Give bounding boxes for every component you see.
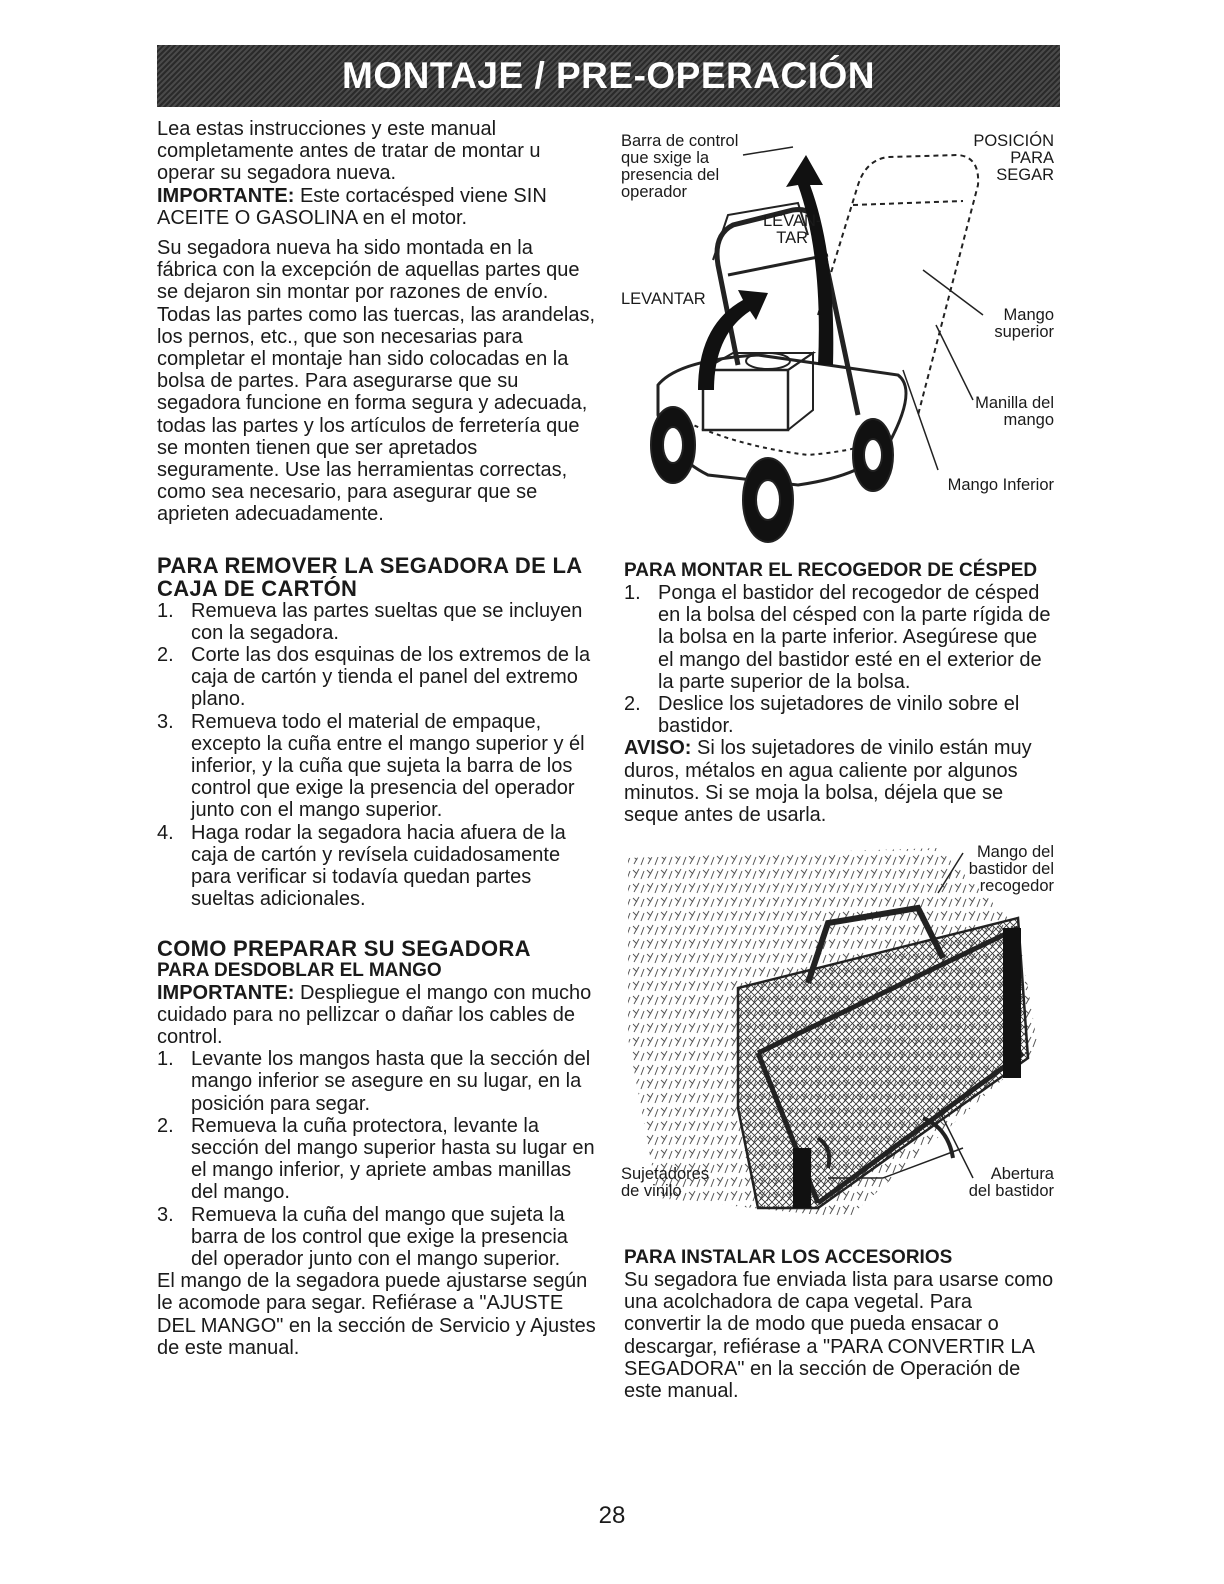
catcher-heading: PARA MONTAR EL RECOGEDOR DE CÉSPED bbox=[624, 560, 1038, 581]
list-item: 2. Corte las dos esquinas de los extremos de la caja de cartón y tienda el panel del extremo plano. bbox=[157, 644, 591, 711]
mower-illustration bbox=[618, 115, 1058, 550]
list-item: 2. Remueva la cuña protectora, levante la sección del mango superior hasta su lugar en el mango inferior, y apriete ambas manillas del mango. bbox=[157, 1114, 595, 1204]
unfold-handle-subheading: PARA DESDOBLAR EL MANGO bbox=[157, 959, 442, 981]
accessories-heading: PARA INSTALAR LOS ACCESORIOS bbox=[624, 1247, 953, 1268]
right-column bbox=[624, 560, 1054, 826]
lift-label-left: LEVANTAR bbox=[621, 290, 706, 308]
frame-handle-label: Mango del bastidor del recogedor bbox=[968, 843, 1054, 895]
important-label: IMPORTANTE: bbox=[157, 981, 295, 1004]
notice-text: Si los sujetadores de vinilo están muy duros, métalos en agua caliente por algunos minutos. Si se moja la bolsa, déjela que se seque antes de usarla. bbox=[624, 737, 1032, 827]
step-text: Remueva la cuña del mango que sujeta la barra de los control que exige la presencia del operador junto con el mango superior. bbox=[191, 1203, 568, 1270]
list-item: 2. Deslice los sujetadores de vinilo sobre el bastidor. bbox=[624, 693, 1020, 738]
vinyl-clips-label: Sujetadores de vinilo bbox=[621, 1165, 710, 1200]
step-text: Levante los mangos hasta que la sección del mango inferior se asegure en su lugar, en la posición para segar. bbox=[191, 1048, 591, 1115]
handle-knob-label: Manilla del mango bbox=[975, 394, 1054, 429]
upper-handle-label: Mango superior bbox=[994, 306, 1054, 341]
list-item: 1. Ponga el bastidor del recogedor de césped en la bolsa del césped con la parte rígida de la bolsa en la parte inferior. Asegúrese que el mango del bastidor esté en el exterior de la parte superior de la bolsa. bbox=[624, 582, 1051, 693]
step-text: Ponga el bastidor del recogedor de césped en la bolsa del césped con la parte rígida de la bolsa en la parte inferior. Asegúrese que el mango del bastidor esté en el exterior de la parte superior de la bolsa. bbox=[658, 582, 1051, 693]
remove-steps bbox=[157, 600, 597, 911]
catcher-steps bbox=[624, 582, 1054, 737]
section-banner bbox=[157, 45, 1060, 107]
list-item: 1. Remueva las partes sueltas que se incluyen con la segadora. bbox=[157, 599, 583, 644]
notice-label: AVISO: bbox=[624, 737, 692, 760]
page-title: MONTAJE / PRE-OPERACIÓN bbox=[342, 55, 875, 96]
step-text: Remueva todo el material de empaque, excepto la cuña entre el mango superior y él inferior, y la cuña que sujeta la barra de los control que exige la presencia del operador junto con el mango superior. bbox=[191, 710, 585, 822]
lift-label-top: LEVAN- TAR bbox=[763, 212, 822, 247]
operator-bar-label: Barra de control que sxige la presencia del operador bbox=[621, 132, 739, 201]
mowing-position-label: POSICIÓN PARA SEGAR bbox=[973, 132, 1054, 184]
step-text: Haga rodar la segadora hacia afuera de la caja de cartón y revísela cuidadosamente para verificar si todavía quedan partes sueltas adicionales. bbox=[191, 821, 566, 911]
prepare-heading: COMO PREPARAR SU SEGADORA bbox=[157, 935, 531, 961]
lower-handle-label: Mango Inferior bbox=[947, 476, 1054, 494]
accessories-paragraph: Su segadora fue enviada lista para usarse como una acolchadora de capa vegetal. Para convertir la de modo que pueda ensacar o descargar, refiérase a "PARA CONVERTIR LA SEGADORA" en la sección de Operación de este manual. bbox=[624, 1269, 1054, 1403]
grass-catcher-illustration bbox=[618, 838, 1058, 1238]
handle-important-note bbox=[157, 982, 597, 1049]
important-note bbox=[157, 185, 597, 229]
important-text: Despliegue el mango con mucho cuidado para no pellizcar o dañar los cables de control. bbox=[157, 981, 592, 1048]
important-text: Este cortacésped viene SIN ACEITE O GASOLINA en el motor. bbox=[157, 184, 547, 229]
list-item: 1. Levante los mangos hasta que la sección del mango inferior se asegure en su lugar, en la posición para segar. bbox=[157, 1048, 591, 1115]
important-label: IMPORTANTE: bbox=[157, 184, 295, 207]
step-text: Deslice los sujetadores de vinilo sobre el bastidor. bbox=[658, 693, 1020, 738]
list-item: 3. Remueva todo el material de empaque, excepto la cuña entre el mango superior y él inferior, y la cuña que sujeta la barra de los control que exige la presencia del operador junto con el mango superior. bbox=[157, 710, 585, 822]
handle-adjust-paragraph: El mango de la segadora puede ajustarse según le acomode para segar. Refiérase a "AJUSTE DEL MANGO" en la sección de Servicio y Ajustes de este manual. bbox=[157, 1270, 596, 1359]
list-item: 4. Haga rodar la segadora hacia afuera de la caja de cartón y revísela cuidadosamente para verificar si todavía quedan partes sueltas adicionales. bbox=[157, 821, 566, 911]
notice-paragraph bbox=[624, 737, 1054, 826]
assembly-paragraph: Su segadora nueva ha sido montada en la fábrica con la excepción de aquellas partes que se dejaron sin montar por razones de envío. Todas las partes como las tuercas, las arandelas, los pernos, etc., que son necesarias para completar el montaje han sido colocadas en la bolsa de partes. Para asegurarse que su segadora funcione en forma segura y adecuada, todas las partes y los artículos de ferretería que se monten tienen que ser apretados seguramente. Use las herramientas correctas, como sea necesario, para asegurar que se aprieten adecuadamente. bbox=[157, 237, 595, 526]
left-column bbox=[157, 118, 597, 1359]
step-text: Remueva las partes sueltas que se incluyen con la segadora. bbox=[191, 599, 583, 644]
prepare-steps bbox=[157, 1048, 597, 1270]
remove-heading: PARA REMOVER LA SEGADORA DE LA CAJA DE CARTÓN bbox=[157, 552, 582, 601]
step-text: Corte las dos esquinas de los extremos de la caja de cartón y tienda el panel del extremo plano. bbox=[191, 644, 591, 711]
page-number: 28 bbox=[598, 1502, 626, 1529]
frame-opening-label: Abertura del bastidor bbox=[968, 1165, 1054, 1200]
list-item: 3. Remueva la cuña del mango que sujeta la barra de los control que exige la presencia del operador junto con el mango superior. bbox=[157, 1203, 568, 1270]
intro-paragraph: Lea estas instrucciones y este manual completamente antes de tratar de montar u operar su segadora nueva. bbox=[157, 118, 541, 185]
step-text: Remueva la cuña protectora, levante la sección del mango superior hasta su lugar en el mango inferior, y apriete ambas manillas del mango. bbox=[191, 1114, 595, 1204]
accessories-section bbox=[624, 1247, 1054, 1402]
